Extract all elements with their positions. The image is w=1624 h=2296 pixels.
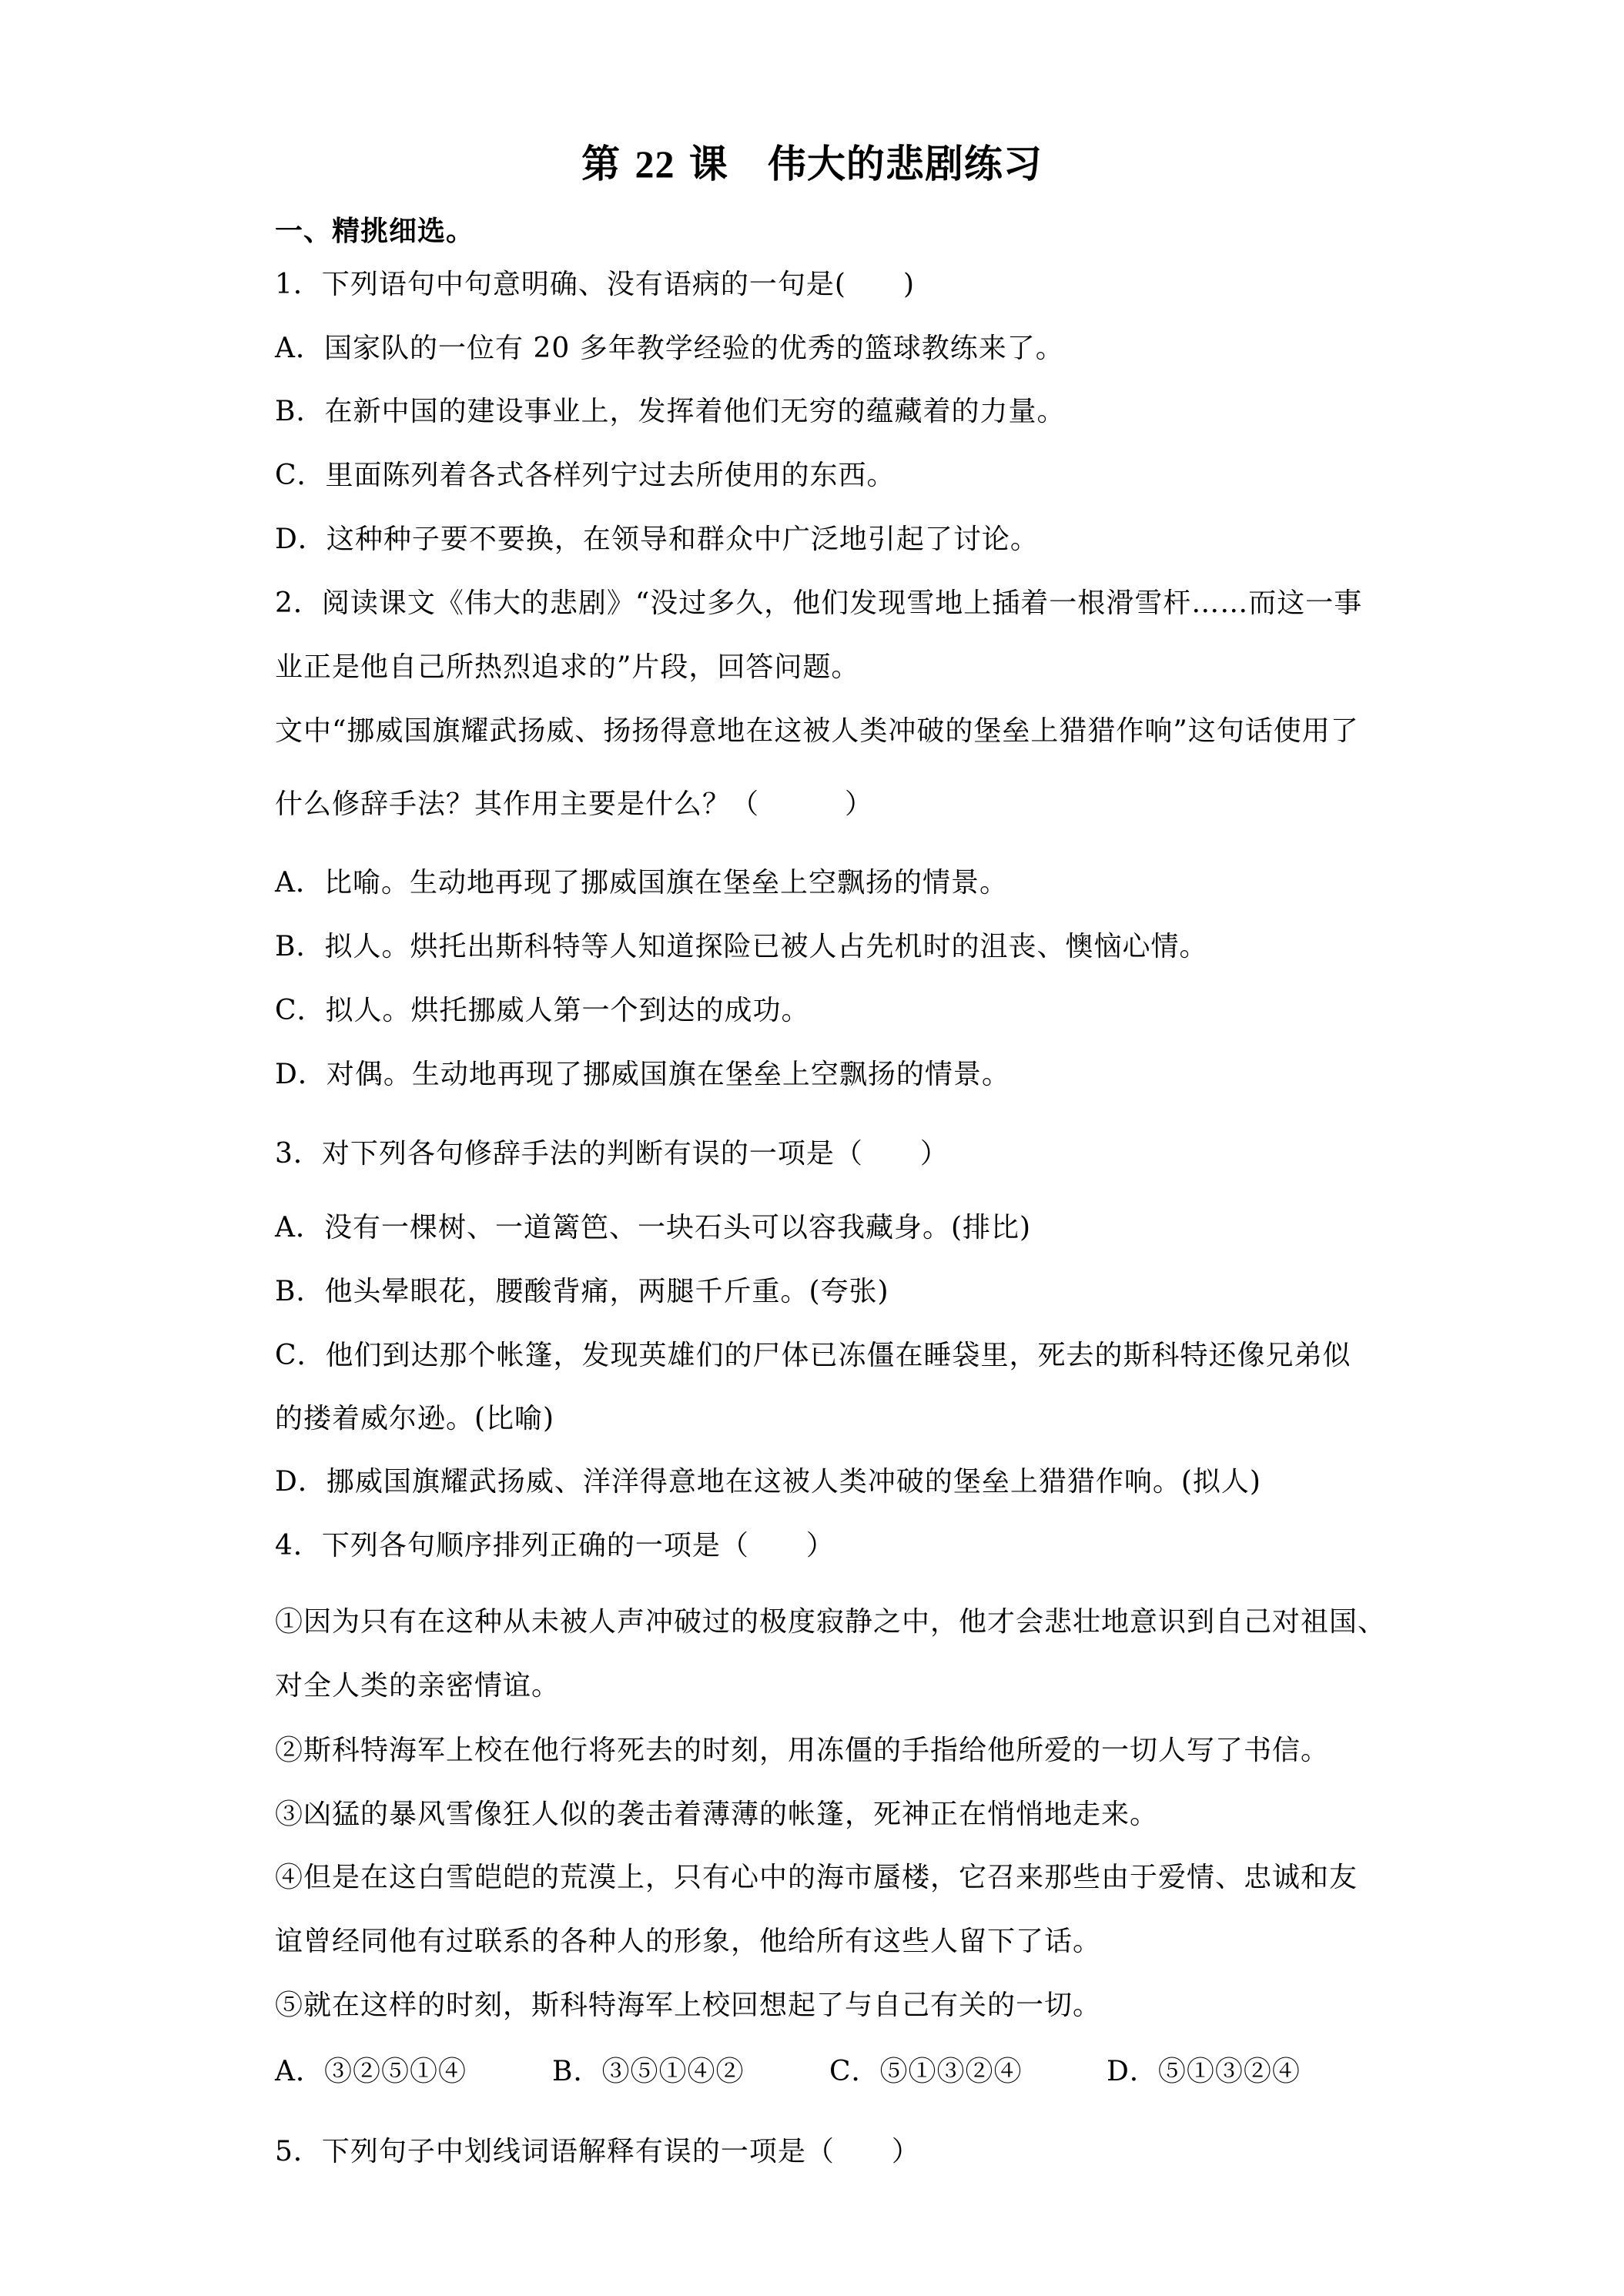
question-4-option-c: C．⑤①③②④: [829, 2056, 1023, 2087]
question-4-stem: 4．下列各句顺序排列正确的一项是（ ）: [275, 1530, 835, 1561]
question-2-option-b: B．拟人。烘托出斯科特等人知道探险已被人占先机时的沮丧、懊恼心情。: [275, 931, 1208, 962]
title-number: 22: [635, 142, 675, 186]
question-2-stem-line-1: 2．阅读课文《伟大的悲剧》“没过多久，他们发现雪地上插着一根滑雪杆……而这一事: [275, 587, 1363, 619]
question-3-stem: 3．对下列各句修辞手法的判断有误的一项是（ ）: [275, 1138, 949, 1170]
question-1-option-a: A．国家队的一位有 20 多年教学经验的优秀的篮球教练来了。: [275, 333, 1064, 364]
question-2-option-d: D．对偶。生动地再现了挪威国旗在堡垒上空飘扬的情景。: [275, 1059, 1010, 1090]
title-prefix: 第: [581, 142, 621, 186]
question-3-option-c-line-1: C．他们到达那个帐篷，发现英雄们的尸体已冻僵在睡袋里，死去的斯科特还像兄弟似: [275, 1340, 1351, 1371]
page-title: [0, 137, 1624, 191]
question-4-sentence-2: ②斯科特海军上校在他行将死去的时刻，用冻僵的手指给他所爱的一切人写了书信。: [275, 1735, 1330, 1766]
question-4-options: [275, 2053, 1384, 2091]
question-4-option-d: D．⑤①③②④: [1107, 2056, 1301, 2087]
question-1-option-c: C．里面陈列着各式各样列宁过去所使用的东西。: [275, 460, 896, 491]
question-4-sentence-4-line-2: 谊曾经同他有过联系的各种人的形象，他给所有这些人留下了话。: [275, 1926, 1102, 1957]
question-5-stem: 5．下列句子中划线词语解释有误的一项是（ ）: [275, 2136, 920, 2167]
question-3-option-d: D．挪威国旗耀武扬威、洋洋得意地在这被人类冲破的堡垒上猎猎作响。(拟人): [275, 1466, 1261, 1498]
question-1-option-d: D．这种种子要不要换，在领导和群众中广泛地引起了讨论。: [275, 524, 1039, 555]
question-2-option-c: C．拟人。烘托挪威人第一个到达的成功。: [275, 995, 810, 1026]
question-4-sentence-1-line-1: ①因为只有在这种从未被人声冲破过的极度寂静之中，他才会悲壮地意识到自己对祖国、: [275, 1606, 1387, 1638]
question-1-stem: 1．下列语句中句意明确、没有语病的一句是( ): [275, 269, 915, 300]
question-2-stem-line-3: 文中“挪威国旗耀武扬威、扬扬得意地在这被人类冲破的堡垒上猎猎作响”这句话使用了: [275, 715, 1359, 747]
question-4-sentence-3: ③凶猛的暴风雪像狂人似的袭击着薄薄的帐篷，死神正在悄悄地走来。: [275, 1799, 1159, 1830]
question-4-option-a: A．③②⑤①④: [275, 2056, 467, 2087]
question-4-option-b: B．③⑤①④②: [552, 2056, 745, 2087]
question-2-stem-line-2: 业正是他自己所热烈追求的”片段，回答问题。: [275, 651, 860, 683]
question-3-option-b: B．他头晕眼花，腰酸背痛，两腿千斤重。(夸张): [275, 1276, 889, 1307]
section-heading: 一、精挑细选。: [275, 216, 475, 247]
question-1-option-b: B．在新中国的建设事业上，发挥着他们无穷的蕴藏着的力量。: [275, 396, 1066, 427]
question-2-stem-line-4: 什么修辞手法？其作用主要是什么？（ ）: [275, 788, 874, 820]
question-4-sentence-5: ⑤就在这样的时刻，斯科特海军上校回想起了与自己有关的一切。: [275, 1990, 1102, 2021]
question-4-sentence-1-line-2: 对全人类的亲密情谊。: [275, 1670, 561, 1702]
question-4-sentence-4-line-1: ④但是在这白雪皑皑的荒漠上，只有心中的海市蜃楼，它召来那些由于爱情、忠诚和友: [275, 1862, 1358, 1893]
question-3-option-c-line-2: 的搂着威尔逊。(比喻): [275, 1403, 555, 1434]
title-rest: 课 伟大的悲剧练习: [688, 142, 1043, 186]
question-3-option-a: A．没有一棵树、一道篱笆、一块石头可以容我藏身。(排比): [275, 1212, 1032, 1243]
question-2-option-a: A．比喻。生动地再现了挪威国旗在堡垒上空飘扬的情景。: [275, 867, 1008, 899]
